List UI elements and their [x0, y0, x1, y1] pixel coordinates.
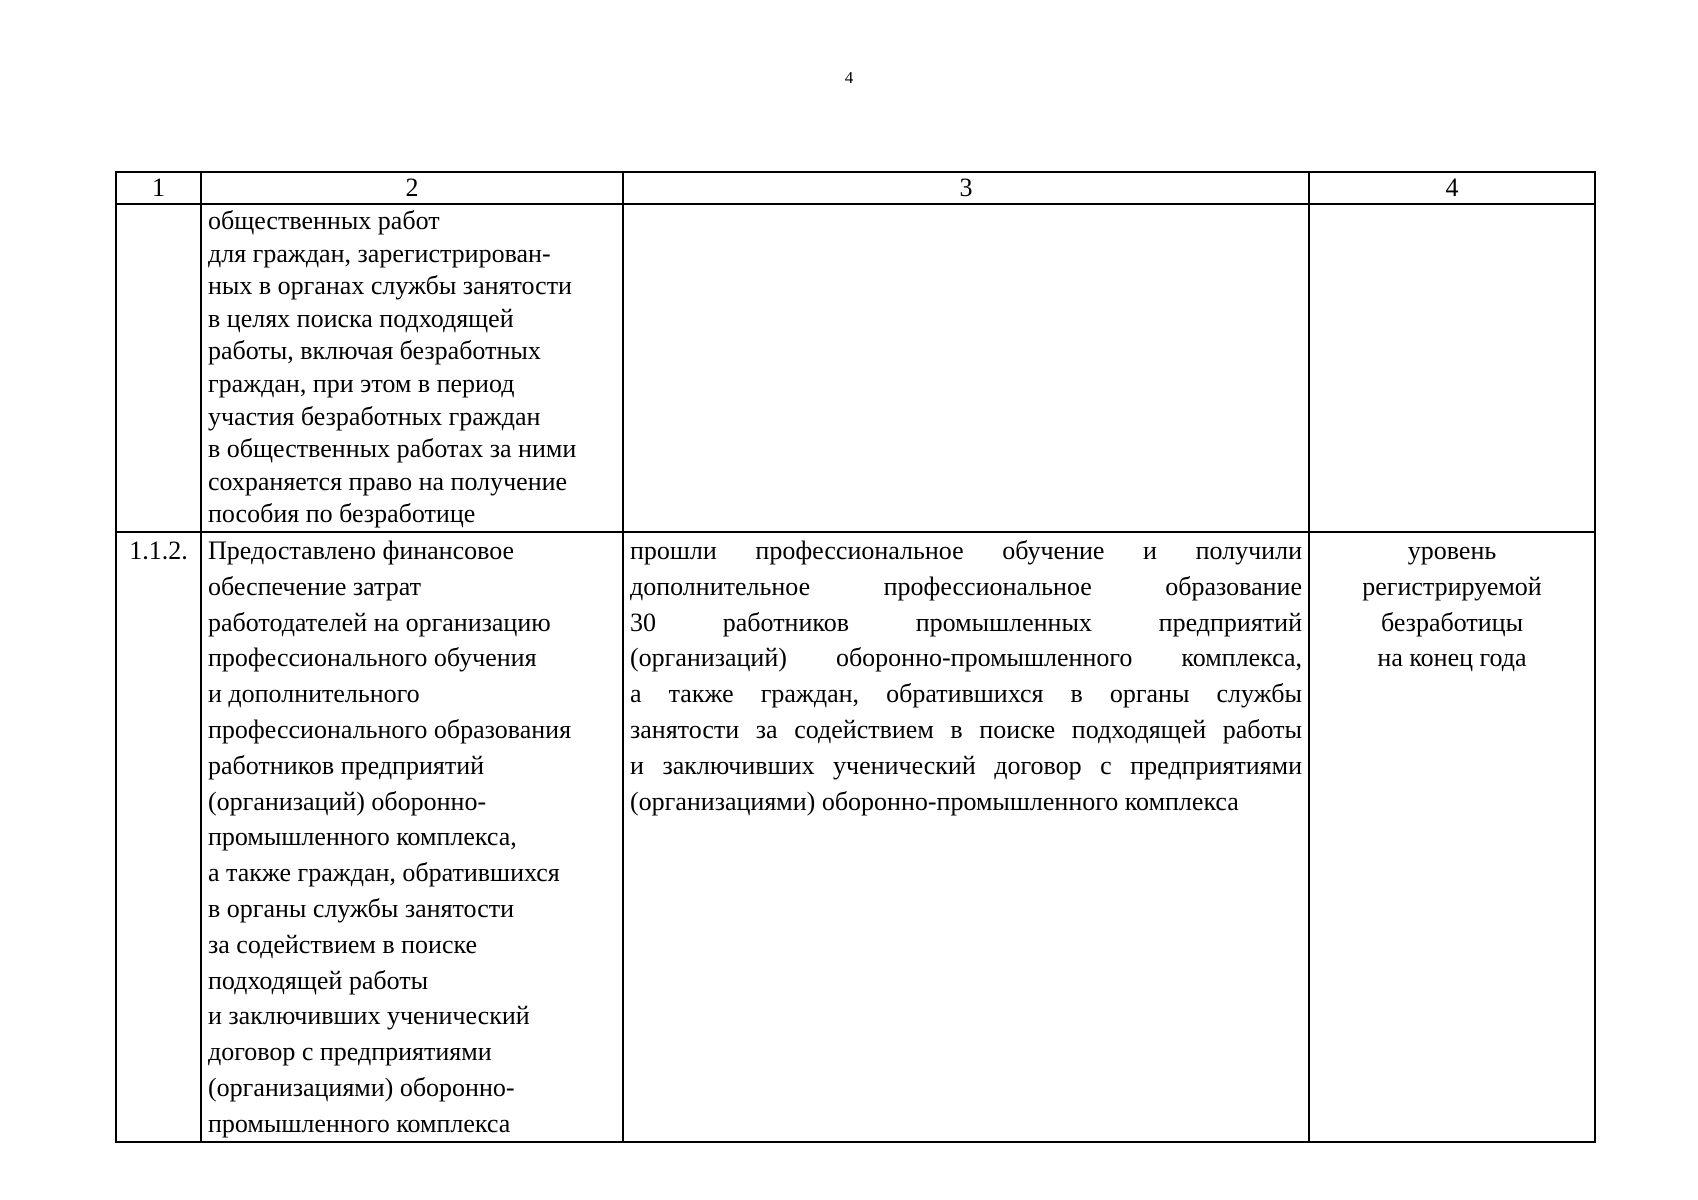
table-row [116, 204, 1595, 532]
result-line: а также граждан, обратившихся в органы службы [630, 679, 1302, 709]
description-line: участия безработных граждан [208, 401, 541, 431]
description-line: общественных работ [208, 206, 440, 235]
document-table [115, 171, 1596, 1143]
result-line: (организациями) оборонно-промышленного комплекса [630, 786, 1239, 816]
indicator-line: уровень [1407, 535, 1497, 565]
description-line: профессионального образования [208, 714, 572, 744]
description-line: профессионального обучения [208, 643, 537, 673]
description-line: договор с предприятиями [208, 1037, 492, 1067]
description-line: в целях поиска подходящей [208, 303, 514, 333]
table-row [116, 532, 1595, 1143]
description-cell [201, 532, 623, 1143]
header-cell-1: 1 [116, 172, 201, 204]
indicator-line: на конец года [1377, 643, 1527, 673]
description-line: работников предприятий [208, 750, 485, 780]
description-line: ных в органах службы занятости [208, 271, 572, 301]
description-cell [201, 204, 623, 532]
result-line: дополнительное профессиональное образование [630, 571, 1302, 601]
result-cell [623, 532, 1309, 1143]
indicator-cell [1309, 204, 1595, 532]
result-line: и заключивших ученический договор с предприятиями [630, 750, 1302, 780]
description-line: в общественных работах за ними [208, 434, 577, 464]
header-cell-4: 4 [1309, 172, 1595, 204]
description-line: промышленного комплекса [208, 1108, 511, 1138]
row-number-cell [116, 204, 201, 532]
description-line: сохраняется право на получение [208, 466, 568, 496]
description-line: работы, включая безработных [208, 336, 541, 366]
table-header-row [116, 172, 1595, 204]
description-line: обеспечение затрат [208, 571, 421, 601]
description-line: и заключивших ученический [208, 1001, 530, 1031]
description-line: и дополнительного [208, 679, 420, 709]
result-line: занятости за содействием в поиске подходящей работы [630, 714, 1302, 744]
result-line: прошли профессиональное обучение и получили [630, 535, 1302, 565]
description-line: в органы службы занятости [208, 893, 515, 923]
indicator-line: безработицы [1380, 607, 1524, 637]
indicator-line: регистрируемой [1362, 571, 1542, 601]
description-line: (организациями) оборонно- [208, 1072, 515, 1102]
description-line: подходящей работы [208, 965, 429, 995]
description-line: Предоставлено финансовое [208, 535, 515, 565]
result-line: 30 работников промышленных предприятий [630, 607, 1302, 637]
description-line: а также граждан, обратившихся [208, 858, 560, 888]
description-line: (организаций) оборонно- [208, 786, 487, 816]
page-number: 4 [844, 68, 854, 87]
description-line: за содействием в поиске [208, 929, 478, 959]
description-line: промышленного комплекса, [208, 822, 517, 852]
header-cell-2: 2 [201, 172, 623, 204]
description-line: для граждан, зарегистрирован- [208, 238, 551, 268]
result-cell [623, 204, 1309, 532]
row-number-cell: 1.1.2. [116, 532, 201, 1143]
description-line: пособия по безработице [208, 499, 476, 529]
result-line: (организаций) оборонно-промышленного комплекса, [630, 643, 1302, 673]
header-cell-3: 3 [623, 172, 1309, 204]
description-line: работодателей на организацию [208, 607, 551, 637]
description-line: граждан, при этом в период [208, 368, 515, 398]
indicator-cell [1309, 532, 1595, 1143]
